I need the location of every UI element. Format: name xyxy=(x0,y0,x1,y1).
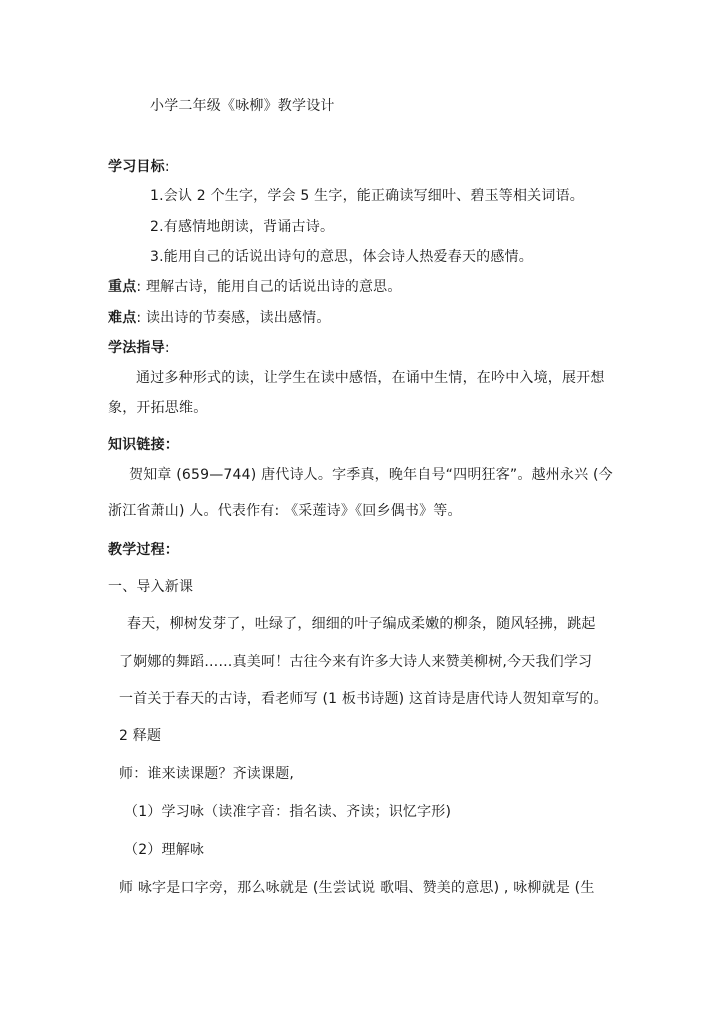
method-heading-colon: : xyxy=(164,340,170,356)
knowledge-line-1: 贺知章 (659—744) 唐代诗人。字季真，晚年自号“四明狂客”。越州永兴 (今 xyxy=(129,467,613,483)
method-heading xyxy=(108,338,170,358)
knowledge-line-2: 浙江省萧山) 人。代表作有: 《采莲诗》《回乡偶书》等。 xyxy=(108,503,462,519)
difficulty-point xyxy=(108,308,331,328)
section-1-heading: 一、导入新课 xyxy=(108,579,194,595)
sub-step-2: （2）理解咏 xyxy=(124,842,205,858)
intro-line-1: 春天，柳树发芽了，吐绿了，细细的叶子编成柔嫩的柳条，随风轻拂，跳起 xyxy=(127,616,596,632)
objective-item-2: 2.有感情地朗读，背诵古诗。 xyxy=(150,219,335,235)
difficulty-text: : 读出诗的节奏感，读出感情。 xyxy=(136,310,331,326)
key-point xyxy=(108,277,402,297)
intro-line-2: 了婀娜的舞蹈……真美呵！古往今来有许多大诗人来赞美柳树,今天我们学习 xyxy=(119,654,593,670)
key-point-text: : 理解古诗，能用自己的话说出诗的意思。 xyxy=(136,279,402,295)
sub-step-1: （1）学习咏（读准字音：指名读、齐读；识忆字形) xyxy=(124,804,452,820)
process-heading: 教学过程： xyxy=(108,542,179,558)
objectives-heading-label: 学习目标 xyxy=(108,159,165,175)
method-line-1: 通过多种形式的读，让学生在读中感悟，在诵中生情，在吟中入境，展开想 xyxy=(136,370,605,386)
objective-item-1: 1.会认 2 个生字，学会 5 生字，能正确读写细叶、碧玉等相关词语。 xyxy=(150,188,584,204)
objectives-heading-colon: : xyxy=(164,159,170,175)
method-line-2: 象，开拓思维。 xyxy=(108,400,208,416)
teacher-question: 师：谁来读课题？齐读课题, xyxy=(119,766,295,782)
teacher-explanation: 师 咏字是口字旁，那么咏就是 (生尝试说 歌唱、赞美的意思) , 咏柳就是 (生 xyxy=(119,880,595,896)
intro-line-3: 一首关于春天的古诗，看老师写 (1 板书诗题) 这首诗是唐代诗人贺知章写的。 xyxy=(119,691,608,707)
objectives-heading xyxy=(108,157,170,177)
method-heading-label: 学法指导 xyxy=(108,340,165,356)
key-point-label: 重点 xyxy=(108,279,137,295)
knowledge-heading: 知识链接： xyxy=(108,437,179,453)
step-2-heading: 2 释题 xyxy=(119,728,162,744)
objective-item-3: 3.能用自己的话说出诗句的意思，体会诗人热爱春天的感情。 xyxy=(150,249,533,265)
difficulty-label: 难点 xyxy=(108,310,137,326)
document-title: 小学二年级《咏柳》教学设计 xyxy=(150,98,335,114)
